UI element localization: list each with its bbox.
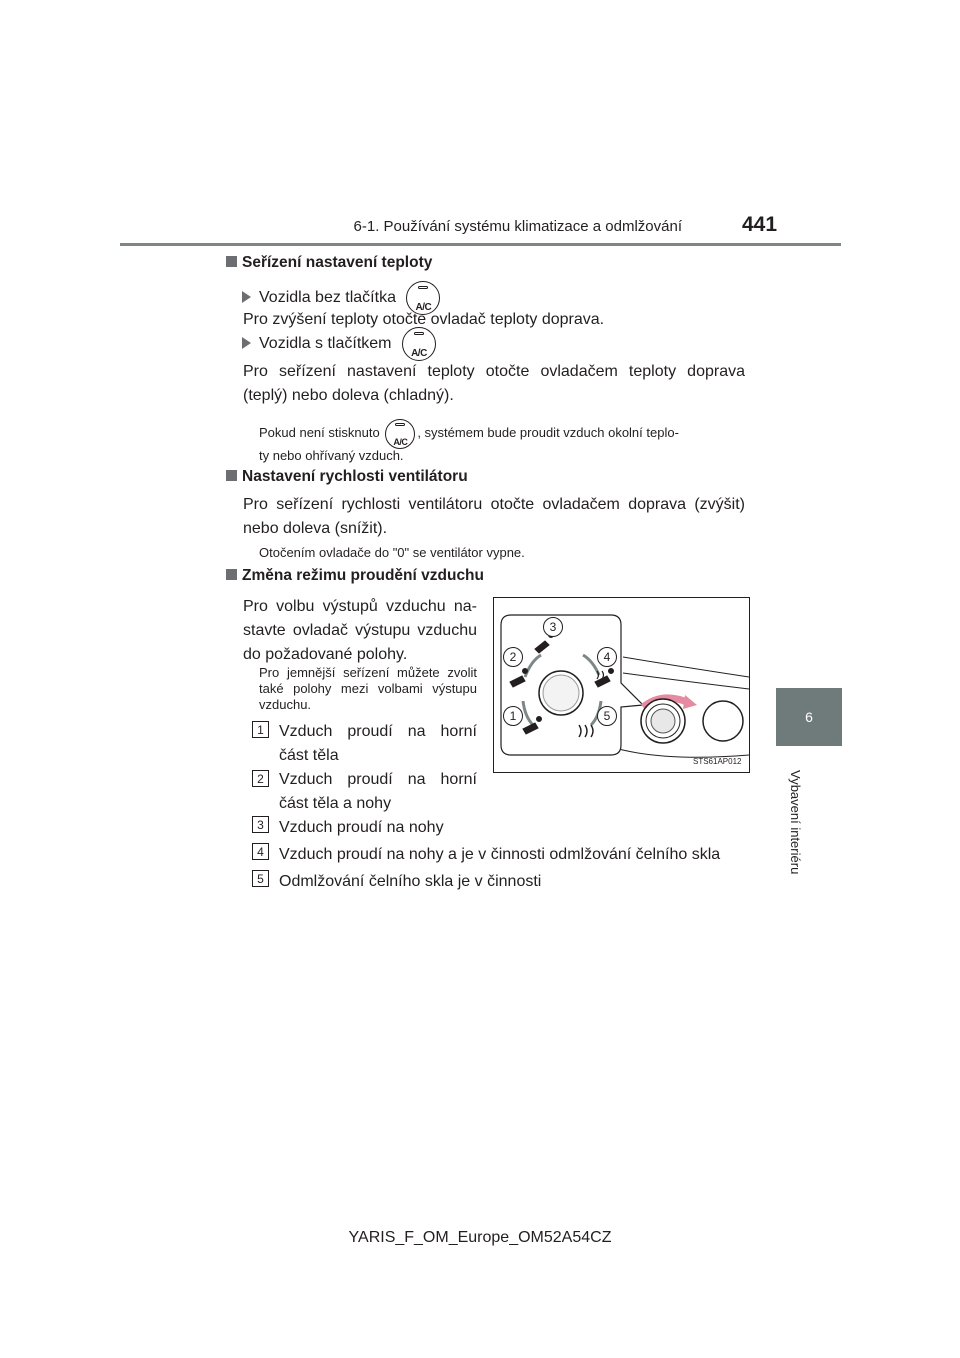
text-fan: Pro seřízení rychlosti ventilátoru otočte ovladačem doprava (zvýšit) nebo doleva (snížit).: [243, 496, 745, 537]
text-airflow: Pro volbu výstupů vzduchu na- stavte ovladač výstupu vzduchu do požadované polohy.: [243, 598, 477, 663]
ac-button-icon: A/C: [402, 327, 436, 361]
triangle-bullet-icon: [242, 291, 251, 303]
bullet-vehicles-without-ac: Vozidla bez tlačítka A/C: [242, 281, 440, 315]
triangle-bullet-icon: [242, 337, 251, 349]
note-fan-off: Otočením ovladače do "0" se ventilátor vypne.: [259, 545, 525, 560]
list-item: Vzduch proudí na horní část těla: [279, 723, 477, 764]
section-heading-temperature: Seřízení nastavení teploty: [226, 254, 432, 272]
item-number: 1: [252, 721, 269, 738]
chapter-tab: [776, 688, 842, 746]
list-item: Vzduch proudí na nohy: [279, 819, 444, 836]
chapter-number: 6: [805, 709, 813, 725]
note-airflow: Pro jemnější seřízení můžete zvolit také polohy mezi volbami výstupu vzduchu.: [259, 665, 477, 712]
bullet-vehicles-with-ac: Vozidla s tlačítkem A/C: [242, 327, 436, 361]
square-bullet-icon: [226, 569, 237, 580]
square-bullet-icon: [226, 256, 237, 267]
section-heading-fan: Nastavení rychlosti ventilátoru: [226, 468, 468, 486]
note-ac-not-pressed: Pokud není stisknuto A/C , systémem bude proudit vzduch okolní teplo-: [259, 418, 745, 448]
list-item: Vzduch proudí na horní část těla a nohy: [279, 771, 477, 812]
text-with-ac: Pro seřízení nastavení teploty otočte ovladačem teploty doprava (teplý) nebo doleva (chladný).: [243, 363, 745, 404]
chapter-label: [789, 770, 807, 880]
ac-button-icon: A/C: [385, 419, 415, 449]
note-ac-not-pressed-line2: ty nebo ohřívaný vzduch.: [259, 448, 404, 463]
callout-5: 5: [597, 706, 617, 726]
callout-1: 1: [503, 706, 523, 726]
airflow-dial-figure: [493, 597, 750, 773]
item-number: 2: [252, 770, 269, 787]
section-heading-airflow: Změna režimu proudění vzduchu: [226, 567, 484, 585]
text-without-ac: Pro zvýšení teploty otočte ovladač teploty doprava.: [243, 311, 605, 328]
item-number: 4: [252, 843, 269, 860]
airflow-dial-illustration: [493, 597, 750, 773]
callout-3: 3: [543, 617, 563, 637]
square-bullet-icon: [226, 470, 237, 481]
ac-button-icon: A/C: [406, 281, 440, 315]
item-number: 5: [252, 870, 269, 887]
header-divider: [120, 243, 841, 246]
running-header-title: 6-1. Používání systému klimatizace a odmlžování: [353, 218, 682, 235]
list-item: Vzduch proudí na nohy a je v činnosti odmlžování čelního skla: [279, 846, 721, 863]
figure-code: STS61AP012: [693, 757, 742, 766]
chapter-label-text: Vybavení interiéru: [788, 770, 803, 875]
footer-doc-code: YARIS_F_OM_Europe_OM52A54CZ: [348, 1229, 612, 1246]
list-item: Odmlžování čelního skla je v činnosti: [279, 873, 542, 890]
callout-2: 2: [503, 647, 523, 667]
item-number: 3: [252, 816, 269, 833]
page-number: 441: [742, 213, 778, 236]
callout-4: 4: [597, 647, 617, 667]
